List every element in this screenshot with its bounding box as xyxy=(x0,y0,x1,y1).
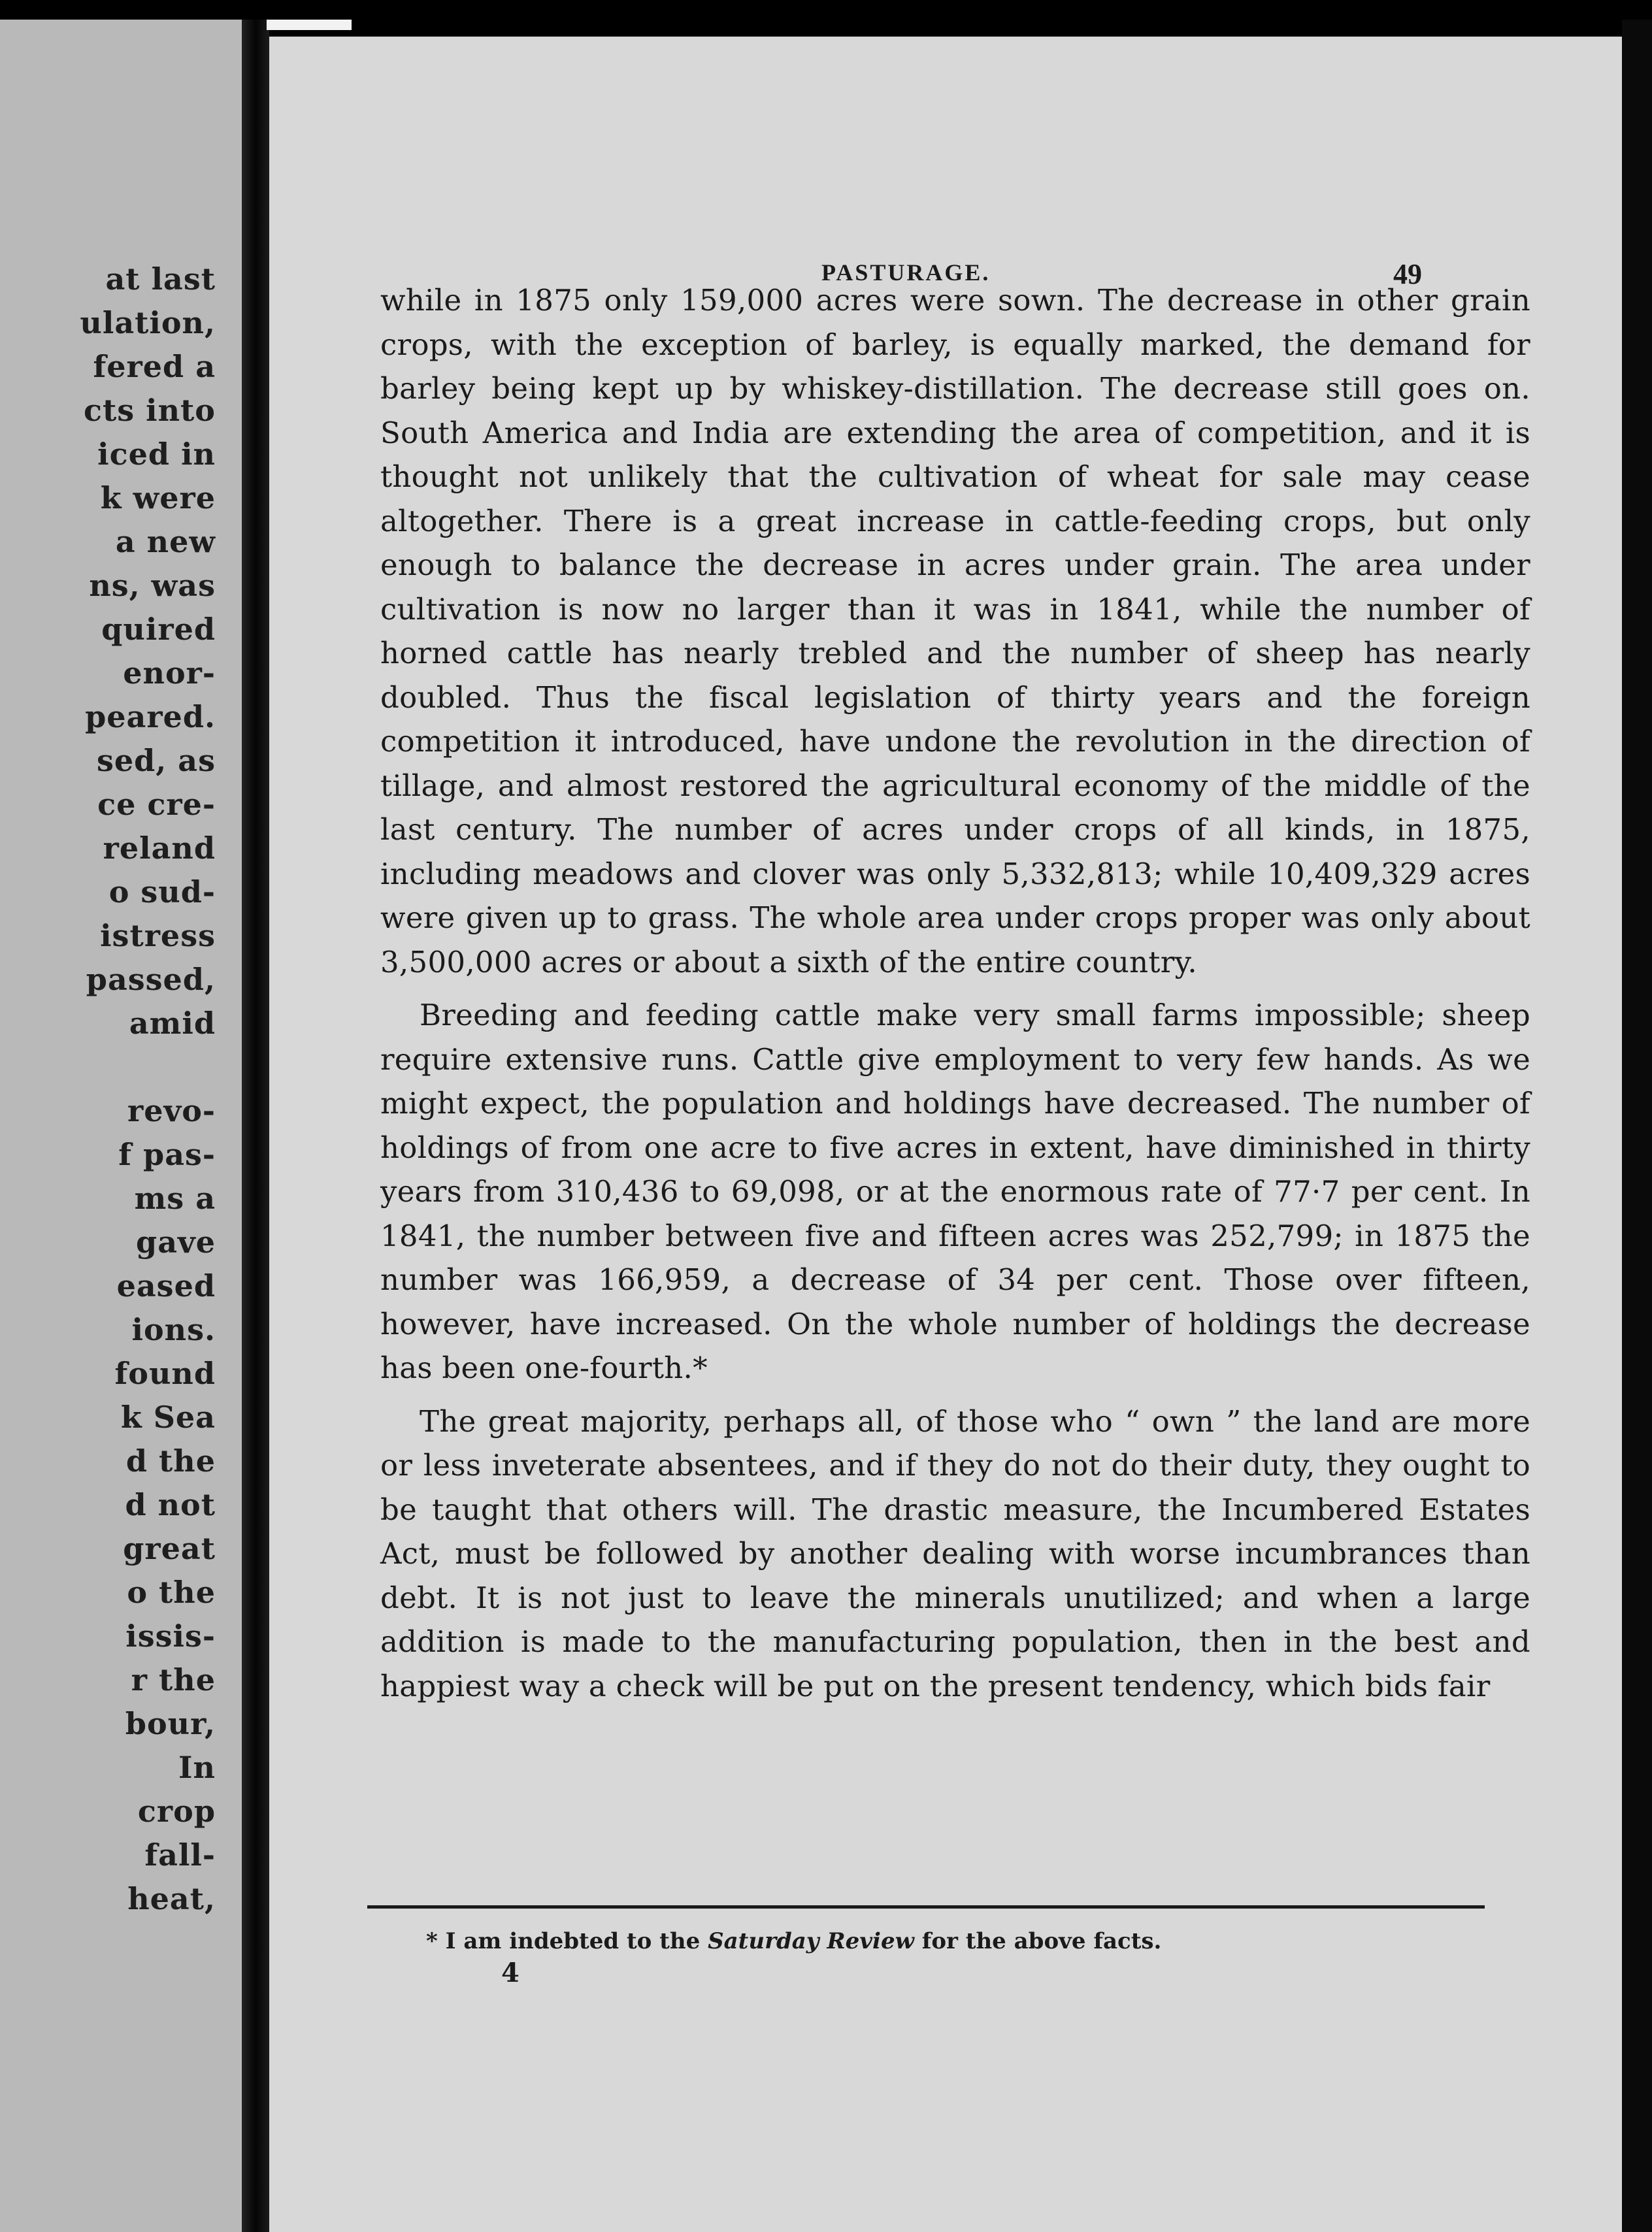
facing-page-line: d not xyxy=(125,1487,216,1522)
scan-border xyxy=(1622,20,1652,2232)
facing-page-line: at last xyxy=(105,261,216,297)
facing-page-line: f pas- xyxy=(118,1137,216,1172)
footnote-rule xyxy=(367,1905,1485,1909)
facing-page-line: iced in xyxy=(97,436,216,472)
signature-mark: 4 xyxy=(501,1958,520,1988)
facing-page-line: ions. xyxy=(131,1312,216,1347)
facing-page-line: quired xyxy=(101,612,216,647)
footnote-suffix: for the above facts. xyxy=(914,1928,1162,1954)
running-head: PASTURAGE. xyxy=(821,259,991,286)
facing-page-line: bour, xyxy=(125,1706,216,1741)
facing-page-line: crop xyxy=(137,1794,216,1829)
facing-page-line: issis- xyxy=(125,1618,216,1654)
facing-page-line: reland xyxy=(103,830,216,866)
book-page xyxy=(269,37,1622,2232)
paragraph-2: Breeding and feeding cattle make very small farms impossible; sheep require extensive runs. Cattle give employment to very few hands. As we might expect, the population and holdings have decreased. The number of holdings of from one acre to five acres in extent, have diminished in thirty years from 310,436 to 69,098, or at the enormous rate of 77·7 per cent. In 1841, the number between five and fifteen acres was 252,799; in 1875 the number was 166,959, a decrease of 34 per cent. Those over fifteen, however, have increased. On the whole number of holdings the decrease has been one-fourth.* xyxy=(380,998,1530,1385)
paragraph-1: while in 1875 only 159,000 acres were sown. The decrease in other grain crops, with the exception of barley, is equally marked, the demand for barley being kept up by whiskey-distillation. The decrease still goes on. South America and India are extending the area of competition, and it is thought not unlikely that the cultivation of wheat for sale may cease altogether. There is a great increase in cattle-feeding crops, but only enough to balance the decrease in acres under grain. The area under cultivation is now no larger than it was in 1841, while the number of horned cattle has nearly trebled and the number of sheep has nearly doubled. Thus the fiscal legislation of thirty years and the foreign competition it introduced, have undone the revolution in the direction of tillage, and almost restored the agricultural economy of the middle of the last century. The number of acres under crops of all kinds, in 1875, including meadows and clover was only 5,332,813; while 10,409,329 acres were given up to grass. The whole area under crops proper was only about 3,500,000 acres or about a sixth of the entire country. xyxy=(380,283,1530,979)
facing-page-line: ms a xyxy=(134,1181,216,1216)
facing-page-line: sed, as xyxy=(96,743,216,778)
facing-page-line: gave xyxy=(136,1224,216,1260)
facing-page-line: o the xyxy=(127,1575,216,1610)
edge-mark xyxy=(267,20,352,30)
facing-page-line: amid xyxy=(129,1006,216,1041)
paragraph-3: The great majority, perhaps all, of those who “ own ” the land are more or less inveterate absentees, and if they do not do their duty, they ought to be taught that others will. The drastic measure, the Incumbered Estates Act, must be followed by another dealing with worse incumbrances than debt. It is not just to leave the minerals unutilized; and when a large addition is made to the manufacturing population, then in the best and happiest way a check will be put on the present tendency, which bids fair xyxy=(380,1403,1530,1703)
facing-page-line: k Sea xyxy=(120,1400,216,1435)
facing-page-line: In xyxy=(178,1750,216,1785)
facing-page-line: fall- xyxy=(144,1837,216,1873)
facing-page-line: peared. xyxy=(85,699,216,734)
facing-page-line: found xyxy=(114,1356,216,1391)
facing-page-line: ce cre- xyxy=(97,787,216,822)
facing-page-line: eased xyxy=(116,1268,216,1304)
facing-page-line: fered a xyxy=(93,349,216,384)
footnote-prefix: * I am indebted to the xyxy=(426,1928,708,1954)
facing-page-line: ulation, xyxy=(80,305,216,340)
facing-page-line: k were xyxy=(100,480,216,516)
footnote xyxy=(426,1928,1161,1954)
facing-page-line: passed, xyxy=(86,962,216,997)
facing-page-line: istress xyxy=(100,918,216,953)
facing-page-line: a new xyxy=(115,524,216,559)
footnote-title: Saturday Review xyxy=(708,1928,914,1954)
facing-page-line: o sud- xyxy=(108,874,216,910)
facing-page-line: r the xyxy=(131,1662,216,1698)
facing-page-fragment xyxy=(0,20,242,2232)
facing-page-line: great xyxy=(123,1531,216,1566)
facing-page-line: revo- xyxy=(127,1093,216,1128)
facing-page-line: d the xyxy=(125,1443,216,1479)
facing-page-line: enor- xyxy=(123,655,216,691)
facing-page-line: cts into xyxy=(83,393,216,428)
page-body xyxy=(380,278,1530,1708)
page-header xyxy=(269,226,1622,290)
facing-page-line: ns, was xyxy=(89,568,216,603)
facing-page-line: heat, xyxy=(127,1881,216,1916)
book-gutter xyxy=(242,20,269,2232)
page-number: 49 xyxy=(1393,258,1422,290)
